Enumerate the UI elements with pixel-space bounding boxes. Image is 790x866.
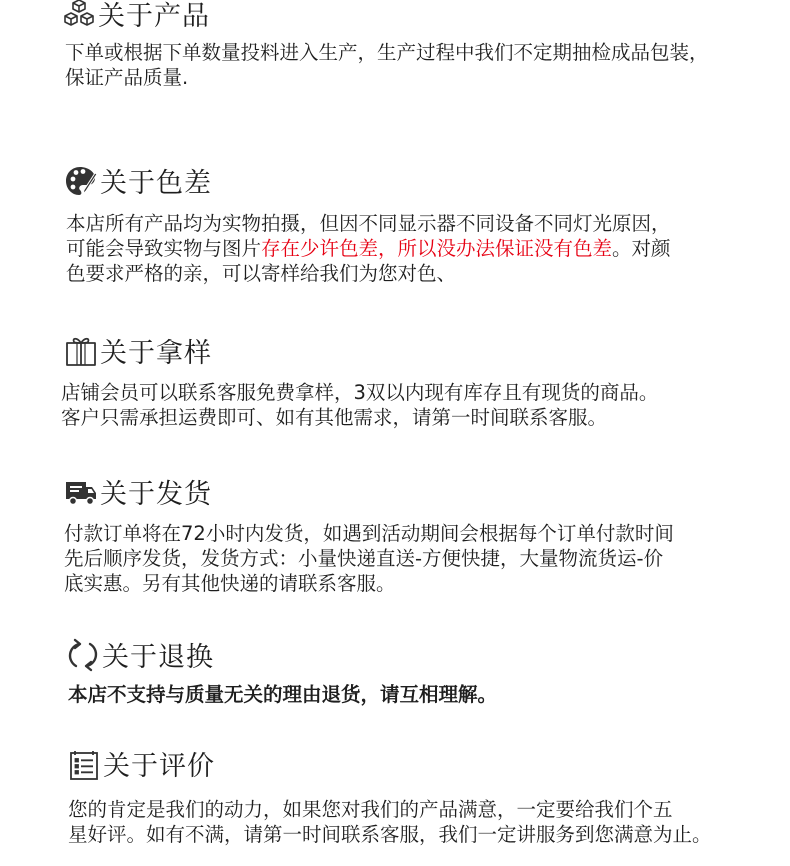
gift-icon bbox=[64, 334, 98, 368]
section-header bbox=[62, 0, 210, 33]
section-title: 关于退换 bbox=[102, 642, 214, 673]
text-line: 星好评。如有不满，请第一时间联系客服，我们一定讲服务到您满意为止。 bbox=[68, 823, 712, 846]
text-line: 先后顺序发货，发货方式：小量快递直送-方便快捷，大量物流货运-价 bbox=[64, 547, 664, 570]
section-title: 关于产品 bbox=[98, 1, 210, 32]
section-text bbox=[61, 380, 658, 430]
text-line: 您的肯定是我们的动力，如果您对我们的产品满意，一定要给我们个五 bbox=[68, 798, 673, 821]
highlighted-text: 存在少许色差，所以没办法保证没有色差 bbox=[261, 237, 613, 260]
text-line: 本店不支持与质量无关的理由退货，请互相理解。 bbox=[68, 683, 498, 706]
section-header bbox=[64, 472, 212, 511]
section-text bbox=[64, 521, 674, 596]
section-title: 关于发货 bbox=[100, 479, 212, 510]
section-title: 关于拿样 bbox=[100, 338, 212, 369]
section-text bbox=[65, 40, 709, 90]
section-header bbox=[66, 635, 214, 674]
text-line: 底实惠。另有其他快递的请联系客服。 bbox=[64, 572, 396, 595]
text-line: 下单或根据下单数量投料进入生产，生产过程中我们不定期抽检成品包装， bbox=[65, 41, 709, 64]
text-line: 本店所有产品均为实物拍摄，但因不同显示器不同设备不同灯光原因， bbox=[66, 212, 671, 235]
section-title: 关于色差 bbox=[100, 168, 212, 199]
section-header bbox=[67, 744, 215, 783]
section-header bbox=[64, 161, 212, 200]
refresh-icon bbox=[66, 638, 100, 672]
text-line: 色要求严格的亲，可以寄样给我们为您对色、 bbox=[66, 262, 457, 285]
section-header bbox=[64, 331, 212, 370]
text-line: 保证产品质量. bbox=[65, 66, 189, 89]
section-text bbox=[66, 211, 671, 286]
palette-icon bbox=[64, 164, 98, 198]
section-text bbox=[68, 682, 497, 707]
text-line bbox=[66, 236, 671, 261]
cubes-icon bbox=[62, 0, 96, 31]
truck-icon bbox=[64, 475, 98, 509]
text-line: 客户只需承担运费即可、如有其他需求，请第一时间联系客服。 bbox=[61, 406, 608, 429]
text-line: 付款订单将在72小时内发货，如遇到活动期间会根据每个订单付款时间 bbox=[64, 522, 674, 545]
text-line: 店铺会员可以联系客服免费拿样，3双以内现有库存且有现货的商品。 bbox=[61, 381, 659, 404]
section-text bbox=[68, 797, 712, 847]
list-icon bbox=[67, 747, 101, 781]
text-segment: 可能会导致实物与图片 bbox=[66, 237, 262, 260]
section-title: 关于评价 bbox=[103, 751, 215, 782]
text-segment: 。对颜 bbox=[612, 237, 671, 260]
